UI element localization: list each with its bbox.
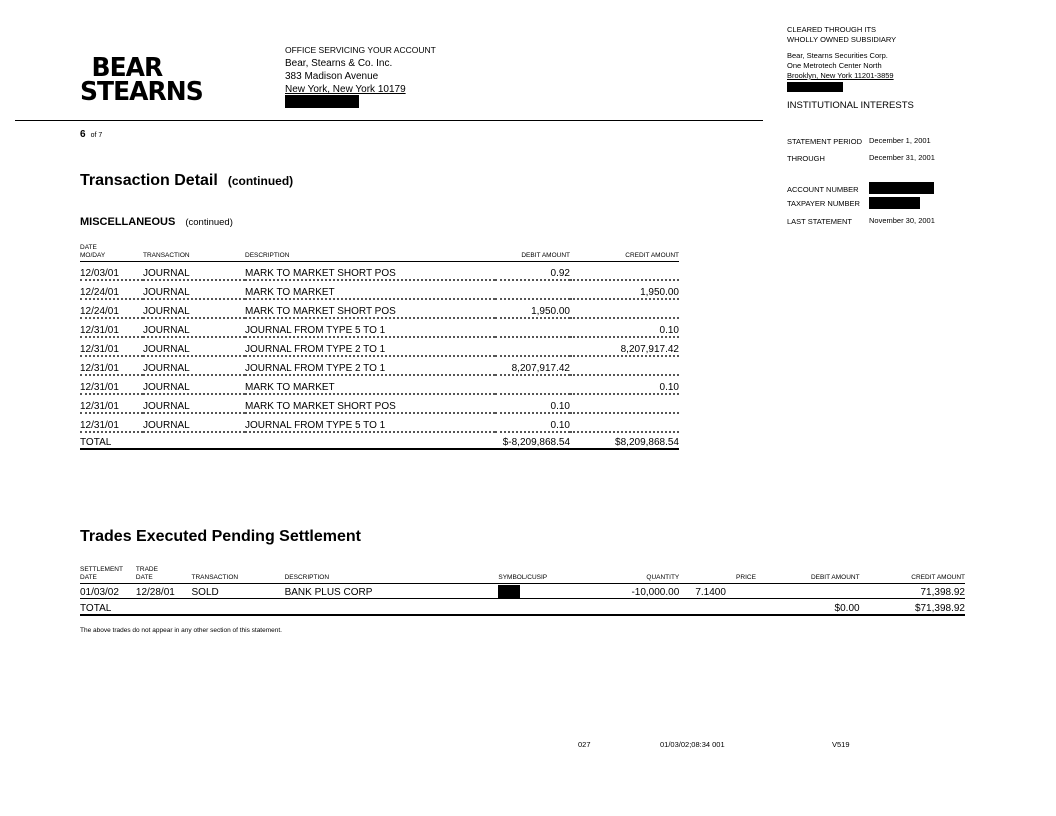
- page-number-value: 6: [80, 129, 86, 140]
- table-row: [80, 394, 679, 413]
- account-type: INSTITUTIONAL INTERESTS: [787, 100, 914, 111]
- col-header-debit: DEBIT AMOUNT: [495, 244, 570, 262]
- col-header-description: DESCRIPTION: [285, 566, 499, 584]
- transaction-detail-continued: (continued): [227, 174, 294, 188]
- taxpayer-number-redaction: [869, 197, 920, 209]
- trades-table: [80, 566, 965, 616]
- col-header-symbol: SYMBOL/CUSIP: [498, 566, 566, 584]
- cell-transaction: JOURNAL: [143, 262, 245, 281]
- cell-date: 12/31/01: [80, 356, 143, 375]
- miscellaneous-label: MISCELLANEOUS: [80, 216, 176, 228]
- header-rule: [15, 120, 763, 121]
- symbol-redaction: [498, 585, 520, 598]
- cell-date: 12/31/01: [80, 318, 143, 337]
- table-row: [80, 262, 679, 281]
- statement-period-label: STATEMENT PERIOD: [787, 137, 863, 146]
- cell-transaction: JOURNAL: [143, 299, 245, 318]
- account-number-label: ACCOUNT NUMBER: [787, 185, 859, 194]
- cell-credit: [570, 394, 679, 413]
- cell-credit: 0.10: [570, 375, 679, 394]
- cell-date: 12/24/01: [80, 280, 143, 299]
- table-row: [80, 375, 679, 394]
- cell-credit: [570, 299, 679, 318]
- col-header-settlement-date: SETTLEMENT DATE: [80, 566, 136, 584]
- table-row: [80, 337, 679, 356]
- trades-title: Trades Executed Pending Settlement: [80, 528, 361, 545]
- cell-symbol: [498, 584, 566, 599]
- miscellaneous-section: [80, 216, 233, 228]
- cell-debit: 0.92: [495, 262, 570, 281]
- cell-trade-date: 12/28/01: [136, 584, 192, 599]
- cell-date: 12/31/01: [80, 375, 143, 394]
- account-number-redaction: [869, 182, 934, 194]
- cell-date: 12/24/01: [80, 299, 143, 318]
- cell-description: JOURNAL FROM TYPE 5 TO 1: [245, 318, 495, 337]
- col-header-transaction: TRANSACTION: [143, 244, 245, 262]
- office-city: New York, New York 10179: [285, 84, 406, 95]
- cell-credit: [570, 356, 679, 375]
- cell-settlement-date: 01/03/02: [80, 584, 136, 599]
- cell-description: MARK TO MARKET: [245, 375, 495, 394]
- col-header-description: DESCRIPTION: [245, 244, 495, 262]
- cell-date: 12/31/01: [80, 413, 143, 432]
- cell-transaction: SOLD: [192, 584, 285, 599]
- cell-transaction: JOURNAL: [143, 337, 245, 356]
- cell-transaction: JOURNAL: [143, 413, 245, 432]
- page-number-of: of 7: [90, 132, 103, 139]
- statement-period-to: December 31, 2001: [869, 153, 935, 162]
- col-header-credit: CREDIT AMOUNT: [570, 244, 679, 262]
- total-debit: $0.00: [756, 599, 860, 616]
- cell-credit: [570, 262, 679, 281]
- total-credit: $8,209,868.54: [570, 432, 679, 449]
- table-row: [80, 413, 679, 432]
- cell-description: JOURNAL FROM TYPE 5 TO 1: [245, 413, 495, 432]
- footer-code: 027: [578, 740, 591, 749]
- col-header-debit: DEBIT AMOUNT: [756, 566, 860, 584]
- cell-debit: 0.10: [495, 413, 570, 432]
- last-statement-label: LAST STATEMENT: [787, 217, 853, 226]
- cell-debit: [495, 318, 570, 337]
- taxpayer-number-label: TAXPAYER NUMBER: [787, 199, 860, 208]
- cell-description: MARK TO MARKET SHORT POS: [245, 299, 495, 318]
- page-number: [80, 129, 102, 140]
- col-header-quantity: QUANTITY: [567, 566, 680, 584]
- transaction-detail-title-text: Transaction Detail: [80, 172, 218, 189]
- cell-debit: [495, 280, 570, 299]
- total-label: TOTAL: [80, 432, 143, 449]
- cell-description: JOURNAL FROM TYPE 2 TO 1: [245, 337, 495, 356]
- office-heading: OFFICE SERVICING YOUR ACCOUNT: [285, 45, 436, 55]
- footer-timestamp: 01/03/02;08:34 001: [660, 740, 725, 749]
- cell-description: JOURNAL FROM TYPE 2 TO 1: [245, 356, 495, 375]
- cell-credit: [570, 413, 679, 432]
- total-label: TOTAL: [80, 599, 136, 616]
- clearing-address: One Metrotech Center North: [787, 61, 882, 70]
- office-name: Bear, Stearns & Co. Inc.: [285, 58, 393, 69]
- cell-transaction: JOURNAL: [143, 394, 245, 413]
- miscellaneous-continued: (continued): [185, 217, 233, 228]
- cell-credit: 71,398.92: [860, 584, 965, 599]
- cell-description: MARK TO MARKET SHORT POS: [245, 394, 495, 413]
- cell-credit: 1,950.00: [570, 280, 679, 299]
- cell-debit: [495, 375, 570, 394]
- table-row: [80, 356, 679, 375]
- cell-debit: 1,950.00: [495, 299, 570, 318]
- clearing-name: Bear, Stearns Securities Corp.: [787, 51, 888, 60]
- statement-period-from: December 1, 2001: [869, 136, 931, 145]
- logo-line-1: BEAR: [91, 53, 163, 83]
- cell-description: BANK PLUS CORP: [285, 584, 499, 599]
- cell-quantity: -10,000.00: [567, 584, 680, 599]
- cell-debit: 8,207,917.42: [495, 356, 570, 375]
- table-row: [80, 299, 679, 318]
- cell-transaction: JOURNAL: [143, 356, 245, 375]
- total-debit: $-8,209,868.54: [495, 432, 570, 449]
- col-header-date: DATE MO/DAY: [80, 244, 143, 262]
- table-row: [80, 318, 679, 337]
- table-total-row: [80, 432, 679, 449]
- cell-transaction: JOURNAL: [143, 280, 245, 299]
- cell-transaction: JOURNAL: [143, 318, 245, 337]
- redaction-bar: [787, 82, 843, 92]
- table-total-row: [80, 599, 965, 616]
- last-statement-value: November 30, 2001: [869, 216, 935, 225]
- cell-date: 12/31/01: [80, 337, 143, 356]
- logo-line-2: STEARNS: [80, 77, 203, 107]
- clearing-line-2: WHOLLY OWNED SUBSIDIARY: [787, 35, 897, 44]
- transaction-detail-title: [80, 172, 293, 190]
- table-header-row: [80, 566, 965, 584]
- cell-price: 7.1400: [679, 584, 756, 599]
- clearing-line-1: CLEARED THROUGH ITS: [787, 25, 877, 34]
- cell-debit: [495, 337, 570, 356]
- cell-debit: 0.10: [495, 394, 570, 413]
- table-header-row: [80, 244, 679, 262]
- table-row: [80, 584, 965, 599]
- cell-date: 12/03/01: [80, 262, 143, 281]
- cell-transaction: JOURNAL: [143, 375, 245, 394]
- trades-note: The above trades do not appear in any other section of this statement.: [80, 627, 282, 634]
- col-header-trade-date: TRADE DATE: [136, 566, 192, 584]
- clearing-city: Brooklyn, New York 11201-3859: [787, 71, 894, 80]
- clearing-block: [787, 25, 896, 95]
- through-label: THROUGH: [787, 154, 825, 163]
- footer-version: V519: [832, 740, 850, 749]
- cell-description: MARK TO MARKET: [245, 280, 495, 299]
- col-header-credit: CREDIT AMOUNT: [860, 566, 965, 584]
- total-credit: $71,398.92: [860, 599, 965, 616]
- col-header-transaction: TRANSACTION: [192, 566, 285, 584]
- office-address: 383 Madison Avenue: [285, 71, 379, 82]
- col-header-price: PRICE: [679, 566, 756, 584]
- cell-description: MARK TO MARKET SHORT POS: [245, 262, 495, 281]
- cell-credit: 8,207,917.42: [570, 337, 679, 356]
- cell-date: 12/31/01: [80, 394, 143, 413]
- bear-stearns-logo: [80, 53, 203, 107]
- cell-credit: 0.10: [570, 318, 679, 337]
- cell-debit: [756, 584, 860, 599]
- office-block: [285, 44, 436, 112]
- table-row: [80, 280, 679, 299]
- transaction-detail-table: [80, 244, 679, 450]
- redaction-bar: [285, 95, 359, 108]
